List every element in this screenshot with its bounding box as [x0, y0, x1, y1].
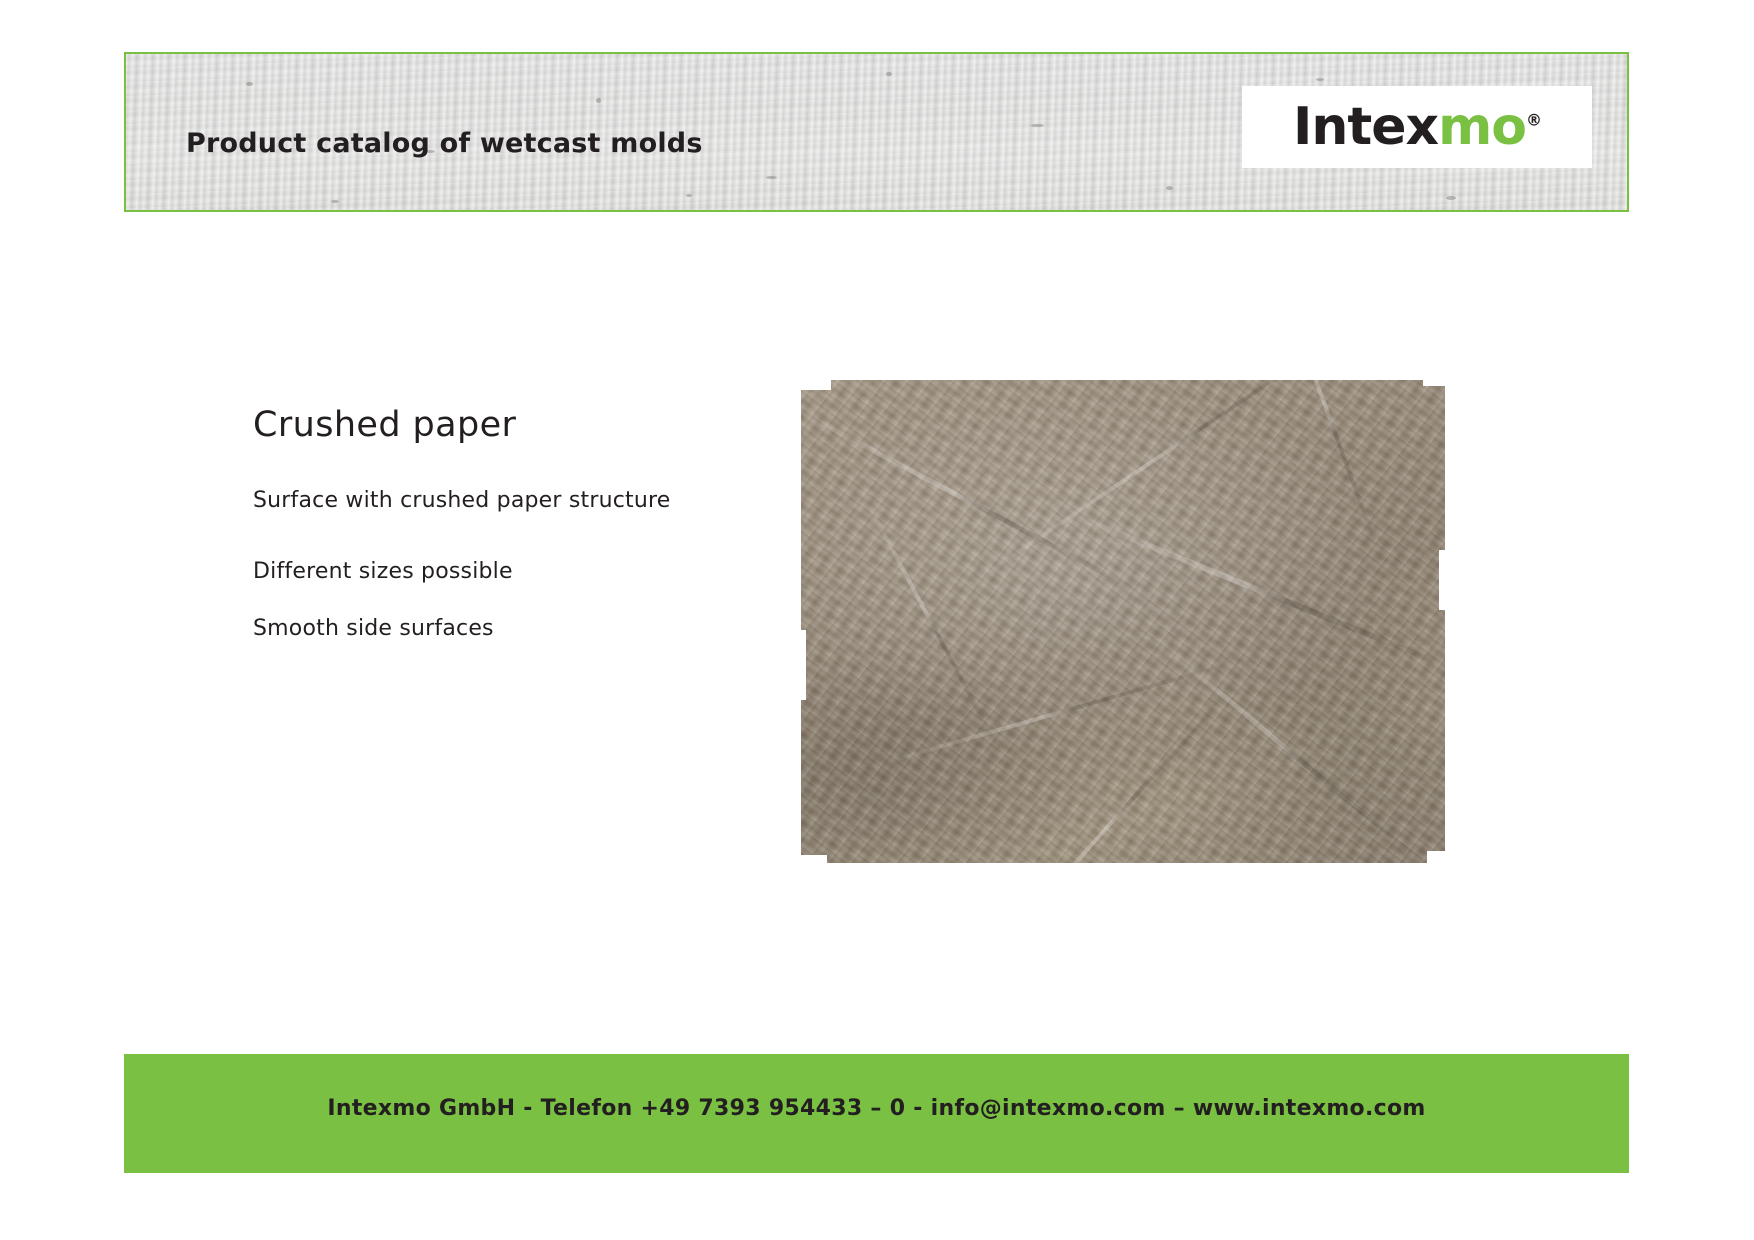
logo-text-dark: Intex: [1293, 97, 1439, 157]
paper-crease: [1278, 380, 1384, 564]
texture-speck: [1316, 78, 1324, 81]
image-edge-notch: [801, 630, 806, 700]
paper-crease: [1006, 684, 1236, 863]
texture-speck: [246, 82, 253, 86]
image-edge-notch: [1427, 851, 1445, 863]
texture-speck: [331, 200, 339, 203]
header-banner: [124, 52, 1629, 212]
footer-contact-text: Intexmo GmbH - Telefon +49 7393 954433 – 0 - info@intexmo.com – www.intexmo.com: [327, 1096, 1426, 1121]
texture-speck: [686, 194, 692, 197]
texture-speck: [596, 98, 601, 103]
logo-text-green: mo: [1438, 97, 1526, 157]
paper-crease: [801, 402, 1158, 604]
product-sample-image: [801, 380, 1445, 863]
logo-wordmark: [1293, 97, 1541, 157]
image-edge-notch: [801, 855, 827, 863]
texture-speck: [766, 176, 777, 179]
image-edge-notch: [801, 380, 831, 390]
list-item: Smooth side surfaces: [253, 616, 494, 641]
intexmo-logo: [1242, 86, 1592, 168]
texture-speck: [1031, 124, 1044, 127]
texture-speck: [1166, 186, 1173, 190]
footer-bar: [124, 1054, 1629, 1173]
list-item: Different sizes possible: [253, 559, 513, 584]
registered-trademark-icon: ®: [1525, 110, 1541, 130]
product-feature-list: [253, 488, 773, 641]
page-title: Product catalog of wetcast molds: [186, 128, 703, 159]
texture-speck: [1446, 196, 1456, 200]
list-item: Surface with crushed paper structure: [253, 488, 671, 513]
product-title: Crushed paper: [253, 405, 517, 445]
paper-crease: [859, 489, 1003, 756]
image-edge-notch: [1439, 550, 1445, 610]
paper-crease: [1144, 628, 1438, 863]
image-edge-notch: [1423, 380, 1445, 386]
texture-speck: [886, 72, 892, 76]
